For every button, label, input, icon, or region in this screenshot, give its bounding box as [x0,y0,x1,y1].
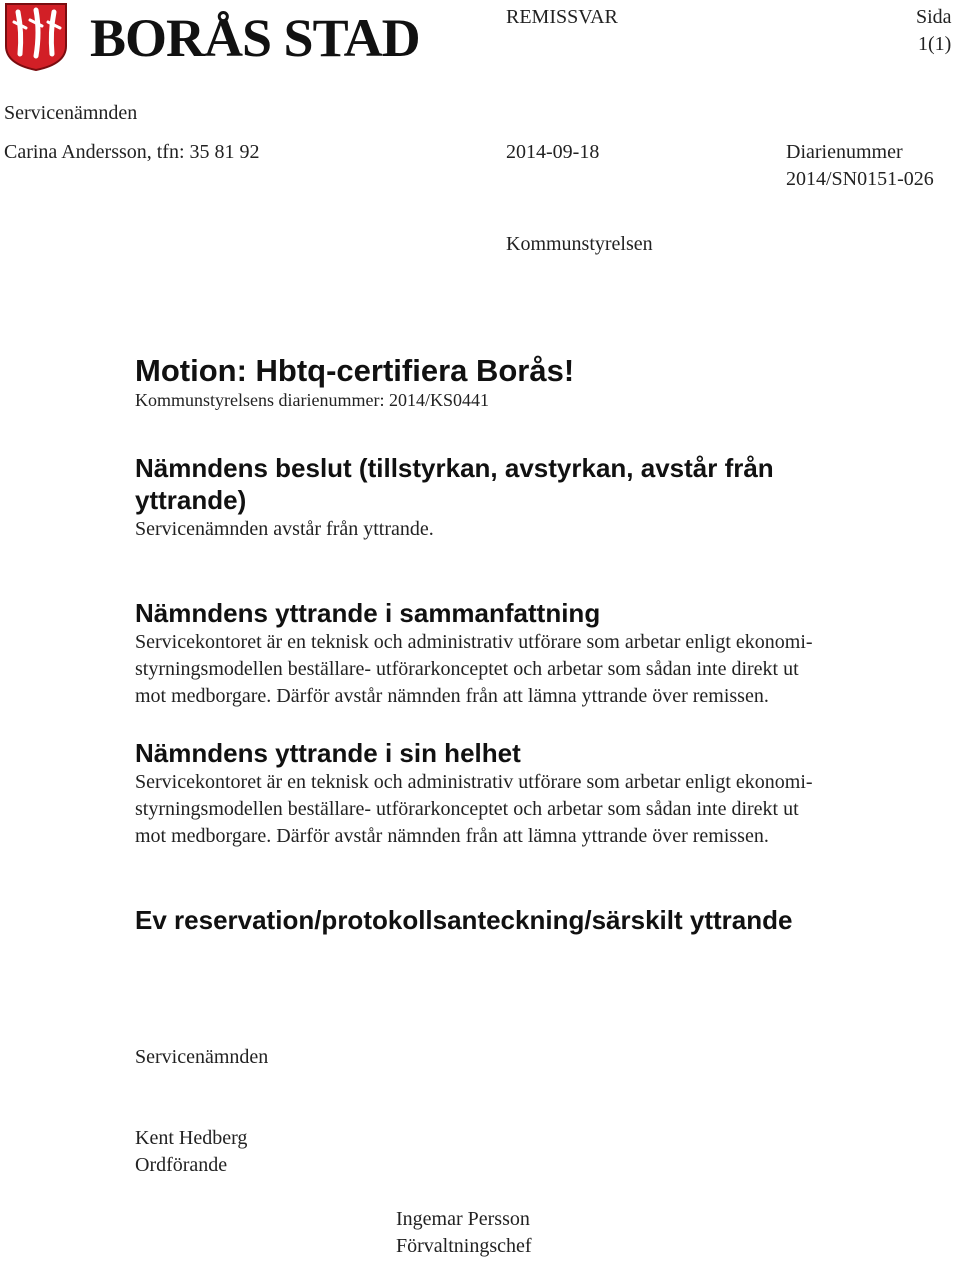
contact: Carina Andersson, tfn: 35 81 92 [4,141,260,163]
section-text: Servicenämnden avstår från yttrande. [135,518,434,540]
section-heading: Nämndens yttrande i sin helhet [135,738,521,768]
signature-head-name: Ingemar Persson [396,1208,530,1230]
logo [4,2,420,74]
section-text: styrningsmodellen beställare- utförarkonceptet och arbetar som sådan inte direkt ut [135,798,799,820]
section-text: Servicekontoret är en teknisk och administrativ utförare som arbetar enligt ekonomi- [135,631,813,653]
city-shield-icon [4,2,68,72]
department: Servicenämnden [4,102,138,124]
signature-chair-name: Kent Hedberg [135,1127,248,1149]
section-text: mot medborgare. Därför avstår nämnden från att lämna yttrande över remissen. [135,825,769,847]
page-title: Motion: Hbtq-certifiera Borås! [135,353,575,388]
doc-type: REMISSVAR [506,6,618,28]
recipient: Kommunstyrelsen [506,233,653,255]
section-heading: yttrande) [135,485,247,515]
section-heading: Ev reservation/protokollsanteckning/särskilt yttrande [135,905,793,935]
brand-name: BORÅS STAD [90,8,420,68]
section-text: mot medborgare. Därför avstår nämnden från att lämna yttrande över remissen. [135,685,769,707]
section-heading: Nämndens yttrande i sammanfattning [135,598,601,628]
diary-label: Diarienummer [786,141,903,163]
signature-body: Servicenämnden [135,1046,269,1068]
page-number: 1(1) [918,33,952,55]
diary-number: 2014/SN0151-026 [786,168,934,190]
signature-chair-title: Ordförande [135,1154,228,1176]
section-text: styrningsmodellen beställare- utförarkonceptet och arbetar som sådan inte direkt ut [135,658,799,680]
date: 2014-09-18 [506,141,600,163]
page-label: Sida [916,6,952,28]
section-text: Servicekontoret är en teknisk och administrativ utförare som arbetar enligt ekonomi- [135,771,813,793]
case-number: Kommunstyrelsens diarienummer: 2014/KS0441 [135,390,489,410]
signature-head-title: Förvaltningschef [396,1235,532,1257]
section-heading: Nämndens beslut (tillstyrkan, avstyrkan, avstår från [135,453,774,483]
